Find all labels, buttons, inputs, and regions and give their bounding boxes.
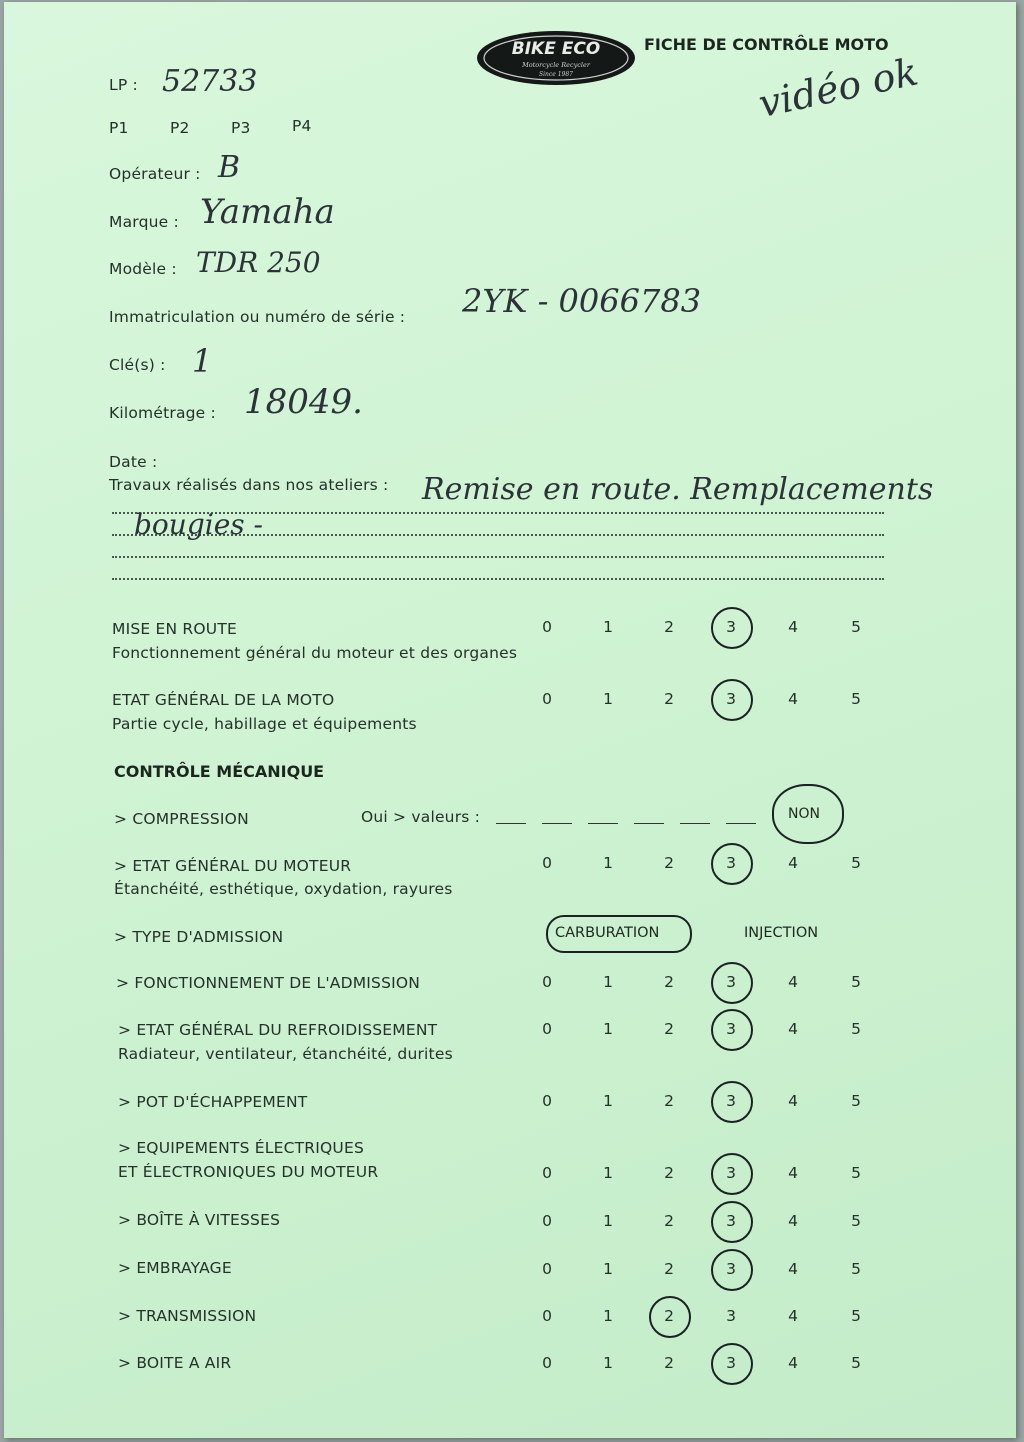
score-option-0: 0: [542, 618, 552, 636]
score-option-0: 0: [542, 690, 552, 708]
score-option-4: 4: [788, 1260, 798, 1278]
score-option-4: 4: [788, 1354, 798, 1372]
score-option-1: 1: [603, 1092, 613, 1110]
blank: [634, 823, 664, 824]
score-option-3: 3: [726, 973, 736, 991]
score-option-1: 1: [603, 690, 613, 708]
admission-injection: INJECTION: [744, 925, 819, 941]
rating-title: > ETAT GÉNÉRAL DU MOTEUR: [114, 857, 352, 875]
score-option-3: 3: [726, 854, 736, 872]
oui-label: Oui > valeurs :: [361, 808, 481, 826]
blank: [496, 823, 526, 824]
rating-title: > EMBRAYAGE: [118, 1259, 232, 1277]
logo-since: Since 1987: [539, 71, 573, 78]
score-option-2: 2: [664, 1307, 674, 1325]
rating-title: ETAT GÉNÉRAL DE LA MOTO: [112, 691, 335, 709]
score-option-3: 3: [726, 1164, 736, 1182]
score-option-2: 2: [664, 1354, 674, 1372]
score-option-4: 4: [788, 1020, 798, 1038]
score-option-2: 2: [664, 1164, 674, 1182]
modele-label: Modèle :: [109, 260, 177, 278]
rating-title: > BOITE A AIR: [118, 1354, 232, 1372]
score-option-4: 4: [788, 690, 798, 708]
selected-score-circle: [711, 1081, 753, 1123]
dotted-line: [112, 556, 884, 558]
score-option-5: 5: [851, 1354, 861, 1372]
compression-label: > COMPRESSION: [114, 810, 249, 828]
immat-value: 2YK - 0066783: [462, 282, 702, 320]
lp-value: 52733: [162, 64, 258, 99]
score-option-3: 3: [726, 690, 736, 708]
blank: [588, 823, 618, 824]
marque-label: Marque :: [109, 213, 179, 231]
score-option-0: 0: [542, 1260, 552, 1278]
bike-eco-logo: [476, 30, 636, 86]
score-option-0: 0: [542, 1354, 552, 1372]
travaux-line2: bougies -: [134, 508, 263, 541]
score-option-5: 5: [851, 1164, 861, 1182]
score-option-1: 1: [603, 1020, 613, 1038]
score-option-5: 5: [851, 1212, 861, 1230]
admission-carburation: CARBURATION: [555, 925, 660, 941]
score-option-2: 2: [664, 854, 674, 872]
logo-tagline: Motorcycle Recycler: [522, 61, 590, 69]
score-option-1: 1: [603, 1307, 613, 1325]
rating-title: > POT D'ÉCHAPPEMENT: [118, 1093, 308, 1111]
score-option-1: 1: [603, 1164, 613, 1182]
score-option-2: 2: [664, 1092, 674, 1110]
score-option-0: 0: [542, 973, 552, 991]
selected-score-circle: [711, 1009, 753, 1051]
score-option-3: 3: [726, 1092, 736, 1110]
score-option-4: 4: [788, 1212, 798, 1230]
admission-label: > TYPE D'ADMISSION: [114, 928, 284, 946]
score-option-5: 5: [851, 1092, 861, 1110]
p3-label: P3: [231, 119, 251, 137]
score-option-5: 5: [851, 1020, 861, 1038]
score-option-5: 5: [851, 1307, 861, 1325]
score-option-1: 1: [603, 1354, 613, 1372]
compression-oui: [361, 808, 756, 826]
score-option-4: 4: [788, 854, 798, 872]
score-option-5: 5: [851, 973, 861, 991]
score-option-1: 1: [603, 1212, 613, 1230]
logo-brand-text: BIKE ECO: [511, 39, 601, 59]
score-option-4: 4: [788, 1164, 798, 1182]
selected-score-circle: [711, 843, 753, 885]
km-label: Kilométrage :: [109, 404, 216, 422]
modele-value: TDR 250: [196, 246, 321, 279]
rating-title: > TRANSMISSION: [118, 1307, 257, 1325]
score-option-1: 1: [603, 854, 613, 872]
score-option-3: 3: [726, 1307, 736, 1325]
score-option-4: 4: [788, 618, 798, 636]
score-option-0: 0: [542, 1020, 552, 1038]
score-option-5: 5: [851, 618, 861, 636]
km-value: 18049.: [244, 382, 363, 422]
score-option-5: 5: [851, 690, 861, 708]
score-option-0: 0: [542, 1212, 552, 1230]
handwritten-note: vidéo ok: [754, 49, 922, 127]
score-option-1: 1: [603, 618, 613, 636]
operateur-label: Opérateur :: [109, 165, 201, 183]
sheet-title: FICHE DE CONTRÔLE MOTO: [644, 35, 889, 54]
cles-label: Clé(s) :: [109, 356, 166, 374]
travaux-line1: Remise en route. Remplacements: [422, 472, 934, 507]
score-option-0: 0: [542, 1164, 552, 1182]
carburation-selection-circle: [546, 915, 692, 953]
cles-value: 1: [192, 342, 213, 380]
score-option-3: 3: [726, 1260, 736, 1278]
marque-value: Yamaha: [200, 192, 335, 232]
travaux-label: Travaux réalisés dans nos ateliers :: [109, 476, 389, 494]
rating-title: > EQUIPEMENTS ÉLECTRIQUES: [118, 1139, 364, 1157]
score-option-0: 0: [542, 1092, 552, 1110]
score-option-2: 2: [664, 1020, 674, 1038]
operateur-value: B: [218, 150, 241, 185]
score-option-2: 2: [664, 1260, 674, 1278]
score-option-3: 3: [726, 1212, 736, 1230]
lp-label: LP :: [109, 76, 138, 94]
score-option-1: 1: [603, 1260, 613, 1278]
date-label: Date :: [109, 453, 158, 471]
rating-title: > ETAT GÉNÉRAL DU REFROIDISSEMENT: [118, 1021, 438, 1039]
immat-label: Immatriculation ou numéro de série :: [109, 308, 406, 326]
score-option-0: 0: [542, 1307, 552, 1325]
score-option-2: 2: [664, 690, 674, 708]
score-option-2: 2: [664, 973, 674, 991]
blank: [726, 823, 756, 824]
rating-subtitle: Étanchéité, esthétique, oxydation, rayures: [114, 880, 453, 898]
score-option-3: 3: [726, 1020, 736, 1038]
dotted-line: [112, 578, 884, 580]
selected-score-circle: [711, 607, 753, 649]
section-title: CONTRÔLE MÉCANIQUE: [114, 762, 325, 781]
rating-title: > BOÎTE À VITESSES: [118, 1211, 281, 1229]
rating-title: MISE EN ROUTE: [112, 620, 237, 638]
blank: [680, 823, 710, 824]
non-selection-circle: [772, 784, 844, 844]
rating-subtitle: Radiateur, ventilateur, étanchéité, durites: [118, 1045, 453, 1063]
score-option-1: 1: [603, 973, 613, 991]
rating-title: > FONCTIONNEMENT DE L'ADMISSION: [116, 974, 421, 992]
score-option-5: 5: [851, 854, 861, 872]
score-option-2: 2: [664, 1212, 674, 1230]
selected-score-circle: [711, 1343, 753, 1385]
score-option-5: 5: [851, 1260, 861, 1278]
selected-score-circle: [711, 1201, 753, 1243]
score-option-4: 4: [788, 1307, 798, 1325]
score-option-2: 2: [664, 618, 674, 636]
selected-score-circle: [711, 679, 753, 721]
rating-subtitle: Fonctionnement général du moteur et des organes: [112, 644, 518, 662]
selected-score-circle: [711, 1153, 753, 1195]
score-option-3: 3: [726, 1354, 736, 1372]
selected-score-circle: [711, 1249, 753, 1291]
blank: [542, 823, 572, 824]
score-option-4: 4: [788, 1092, 798, 1110]
selected-score-circle: [711, 962, 753, 1004]
compression-non: NON: [788, 806, 820, 822]
selected-score-circle: [649, 1296, 691, 1338]
rating-subtitle: Partie cycle, habillage et équipements: [112, 715, 417, 733]
rating-title-line2: ET ÉLECTRONIQUES DU MOTEUR: [118, 1163, 379, 1181]
control-sheet: [4, 2, 1016, 1438]
score-option-4: 4: [788, 973, 798, 991]
score-option-0: 0: [542, 854, 552, 872]
p2-label: P2: [170, 119, 190, 137]
p4-label: P4: [292, 117, 312, 135]
p1-label: P1: [109, 119, 129, 137]
score-option-3: 3: [726, 618, 736, 636]
